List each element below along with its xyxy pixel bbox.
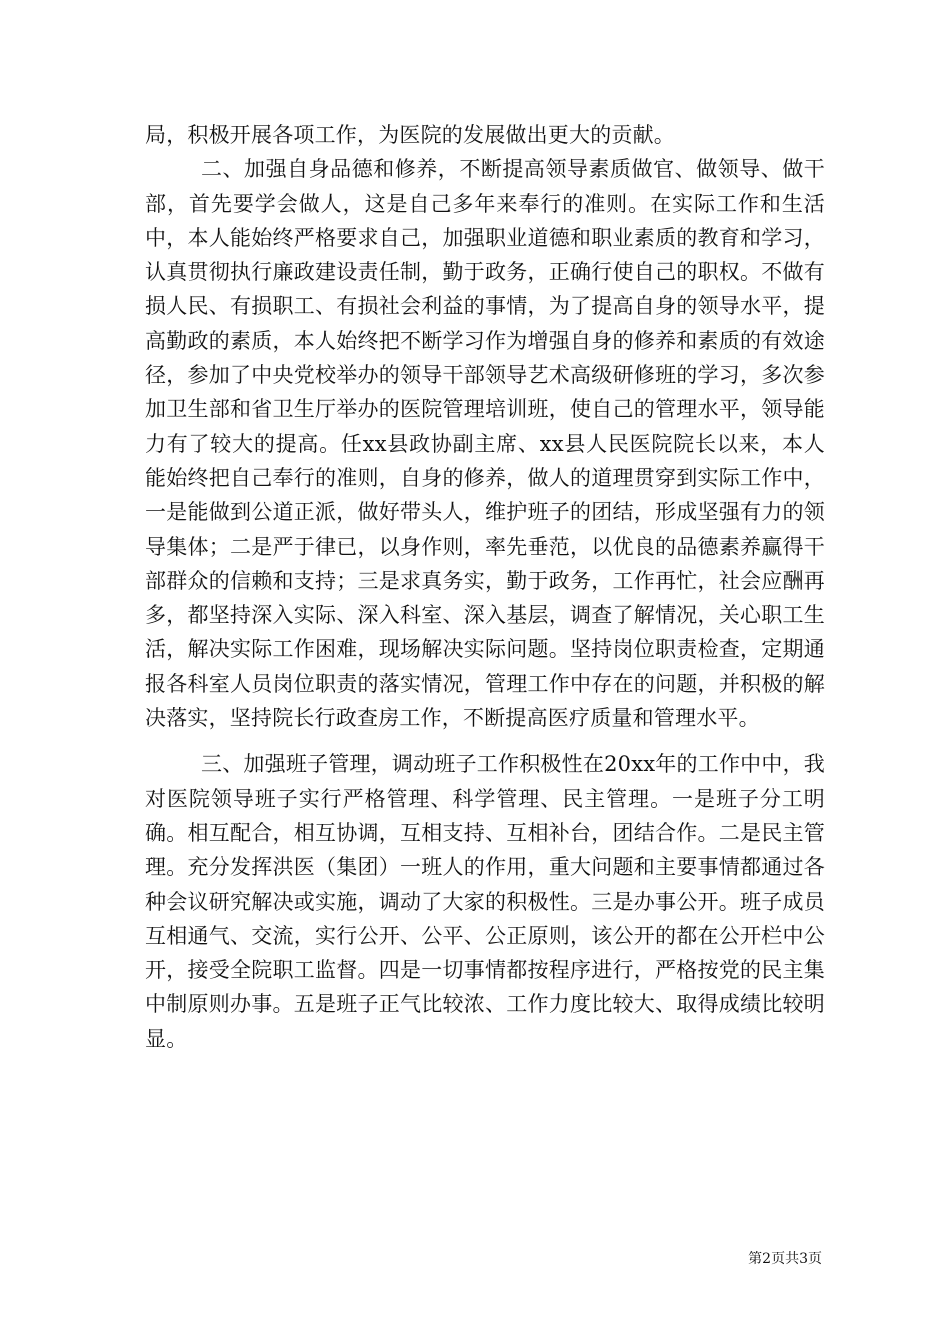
paragraph-continuation: 局，积极开展各项工作，为医院的发展做出更大的贡献。 bbox=[145, 123, 675, 147]
document-body bbox=[145, 118, 825, 1056]
page-number-footer: 第2页共3页 bbox=[748, 1251, 822, 1267]
paragraph-section-three: 三、加强班子管理，调动班子工作积极性在20xx年的工作中中，我对医院领导班子实行严格管理、科学管理、民主管理。一是班子分工明确。相互配合，相互协调，互相支持、互相补台，团结合作。二是民主管理。充分发挥洪医（集团）一班人的作用，重大问题和主要事情都通过各种会议研究解决或实施，调动了大家的积极性。三是办事公开。班子成员互相通气、交流，实行公开、公平、公正原则，该公开的都在公开栏中公开，接受全院职工监督。四是一切事情都按程序进行，严格按党的民主集中制原则办事。五是班子正气比较浓、工作力度比较大、取得成绩比较明显。 bbox=[145, 752, 825, 1051]
paragraph-section-two: 二、加强自身品德和修养，不断提高领导素质做官、做领导、做干部，首先要学会做人，这是自己多年来奉行的准则。在实际工作和生活中，本人能始终严格要求自己，加强职业道德和职业素质的教育和学习，认真贯彻执行廉政建设责任制，勤于政务，正确行使自己的职权。不做有损人民、有损职工、有损社会利益的事情，为了提高自身的领导水平，提高勤政的素质，本人始终把不断学习作为增强自身的修养和素质的有效途径，参加了中央党校举办的领导干部领导艺术高级研修班的学习，多次参加卫生部和省卫生厅举办的医院管理培训班，使自己的管理水平，领导能力有了较大的提高。任xx县政协副主席、xx县人民医院院长以来，本人能始终把自己奉行的准则，自身的修养，做人的道理贯穿到实际工作中，一是能做到公道正派，做好带头人，维护班子的团结，形成坚强有力的领导集体；二是严于律已，以身作则，率先垂范，以优良的品德素养赢得干部群众的信赖和支持；三是求真务实，勤于政务，工作再忙，社会应酬再多，都坚持深入实际、深入科室、深入基层，调查了解情况，关心职工生活，解决实际工作困难，现场解决实际问题。坚持岗位职责检查，定期通报各科室人员岗位职责的落实情况，管理工作中存在的问题，并积极的解决落实，坚持院长行政查房工作，不断提高医疗质量和管理水平。 bbox=[145, 157, 825, 731]
